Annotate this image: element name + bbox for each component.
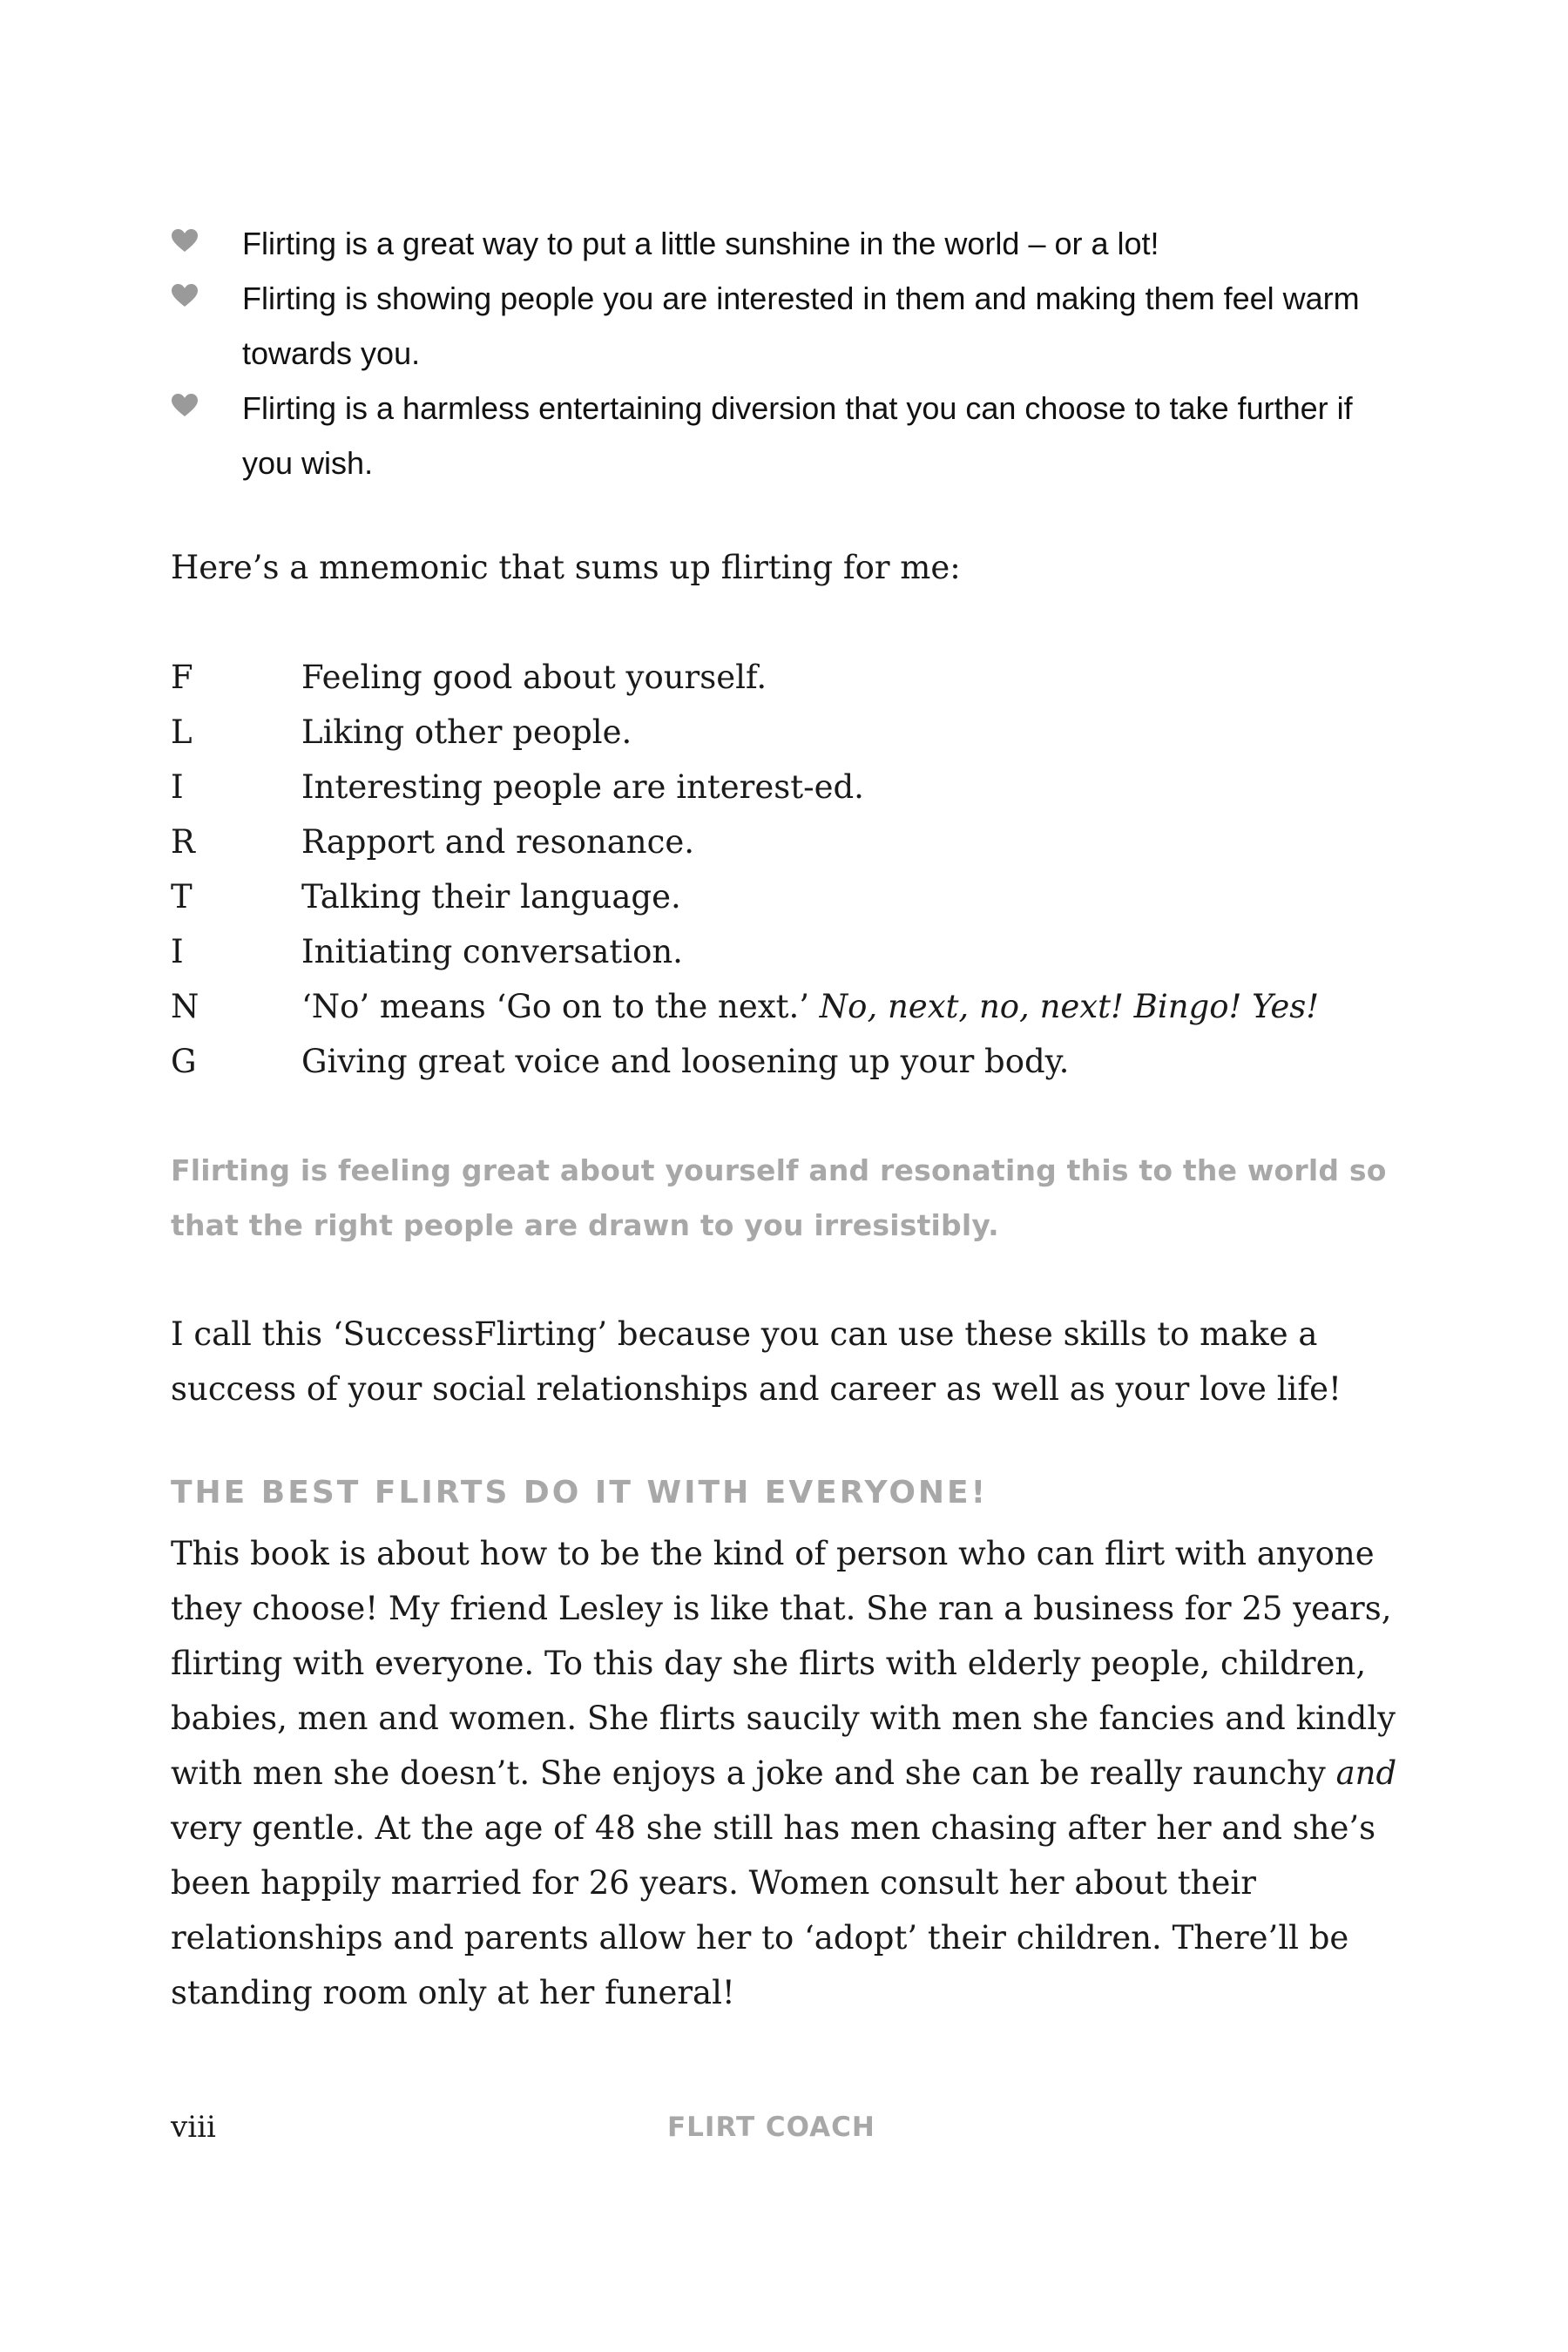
body-paragraph bbox=[171, 1526, 1408, 2020]
mnemonic-letter: R bbox=[171, 823, 195, 861]
mnemonic-row bbox=[171, 814, 1408, 869]
mnemonic-phrase: ‘No’ means ‘Go on to the next.’ bbox=[301, 988, 820, 1025]
mnemonic-row bbox=[171, 1034, 1408, 1089]
mnemonic-row bbox=[171, 760, 1408, 814]
paragraph-text: This book is about how to be the kind of person who can flirt with anyone they choose! My friend Lesley is like that. She ran a business for 25 years, flirting with everyone. To this day she flirts with elderly people, children, babies, men and women. She flirts saucily with men she fancies and kindly with men she doesn’t. She enjoys a joke and she can be really raunchy bbox=[171, 1535, 1396, 1792]
mnemonic-phrase: Liking other people. bbox=[301, 713, 632, 751]
paragraph-text: very gentle. At the age of 48 she still has men chasing after her and she’s been happily married for 26 years. Women consult her about their relationships and parents allow her to ‘adopt’ their children. There’ll be standing room only at her funeral! bbox=[171, 1809, 1376, 2011]
mnemonic-row bbox=[171, 650, 1408, 705]
list-item bbox=[171, 216, 1399, 271]
mnemonic-letter: T bbox=[171, 878, 193, 916]
mnemonic-phrase: Giving great voice and loosening up your body. bbox=[301, 1043, 1070, 1080]
mnemonic-letter: I bbox=[171, 933, 184, 970]
mnemonic-letter: L bbox=[171, 713, 193, 751]
mnemonic-phrase: Rapport and resonance. bbox=[301, 823, 695, 861]
running-title: FLIRT COACH bbox=[667, 2112, 875, 2143]
mnemonic-letter: N bbox=[171, 988, 199, 1025]
mnemonic-row bbox=[171, 979, 1408, 1034]
mnemonic-row bbox=[171, 924, 1408, 979]
bullet-text: Flirting is a great way to put a little sunshine in the world – or a lot! bbox=[242, 226, 1159, 261]
mnemonic-phrase: Feeling good about yourself. bbox=[301, 659, 767, 696]
pull-quote: Flirting is feeling great about yourself and resonating this to the world so that the right people are drawn to you irresistibly. bbox=[171, 1153, 1387, 1242]
list-item bbox=[171, 381, 1399, 490]
bullet-text: Flirting is a harmless entertaining diversion that you can choose to take further if you wish. bbox=[242, 390, 1353, 481]
mnemonic-row bbox=[171, 869, 1408, 924]
mnemonic-phrase: Talking their language. bbox=[301, 878, 681, 916]
intro-text: Here’s a mnemonic that sums up flirting for me: bbox=[171, 549, 961, 586]
body-paragraph: I call this ‘SuccessFlirting’ because you can use these skills to make a success of your social relationships and career as well as your love life! bbox=[171, 1315, 1342, 1408]
list-item bbox=[171, 271, 1399, 381]
mnemonic-phrase: Interesting people are interest-ed. bbox=[301, 768, 864, 806]
section-heading: THE BEST FLIRTS DO IT WITH EVERYONE! bbox=[171, 1475, 989, 1511]
bullet-text: Flirting is showing people you are interested in them and making them feel warm towards you. bbox=[242, 280, 1360, 371]
mnemonic-letter: F bbox=[171, 659, 193, 696]
mnemonic-row bbox=[171, 705, 1408, 760]
mnemonic-emphasis: No, next, no, next! Bingo! Yes! bbox=[819, 988, 1320, 1025]
emphasis-text: and bbox=[1335, 1754, 1397, 1792]
mnemonic-phrase-with-emphasis bbox=[301, 979, 1408, 1034]
heart-icon bbox=[171, 216, 202, 271]
page-number: viii bbox=[171, 2110, 216, 2145]
mnemonic-letter: I bbox=[171, 768, 184, 806]
mnemonic-list bbox=[171, 650, 1408, 1089]
mnemonic-letter: G bbox=[171, 1043, 197, 1080]
heart-icon bbox=[171, 271, 202, 326]
heart-icon bbox=[171, 381, 202, 436]
bullet-list bbox=[171, 216, 1399, 490]
mnemonic-phrase: Initiating conversation. bbox=[301, 933, 683, 970]
